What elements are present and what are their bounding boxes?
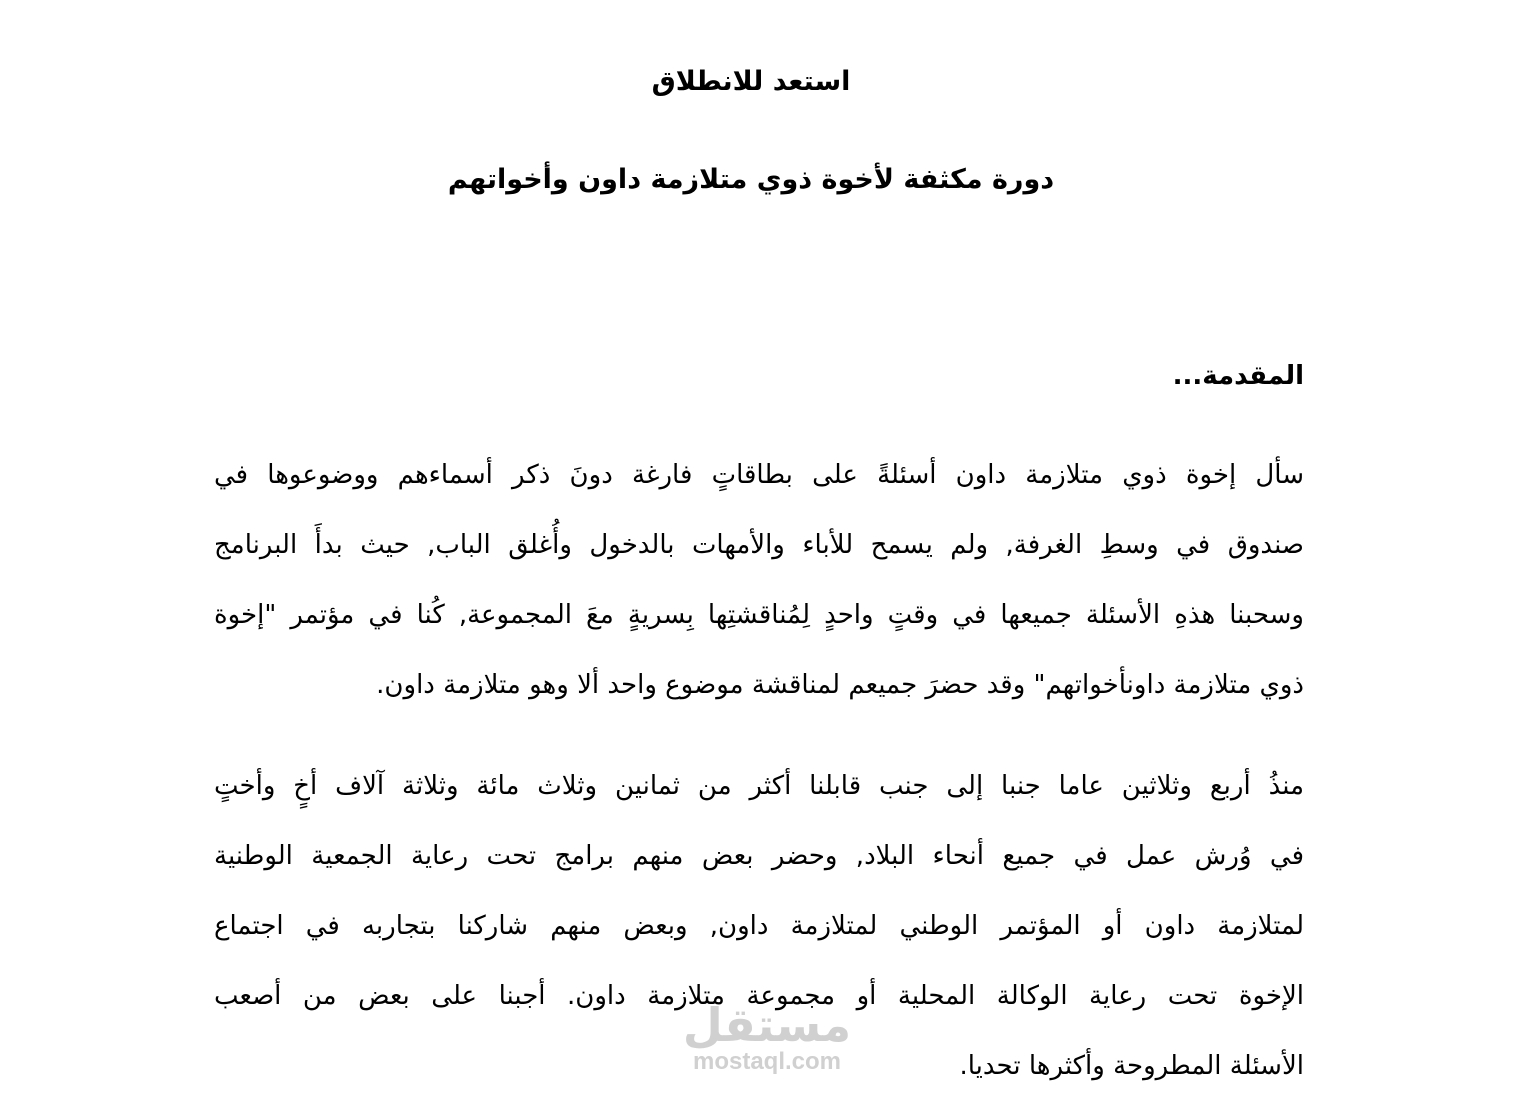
paragraph-line: لمتلازمة داون أو المؤتمر الوطني لمتلازمة داون, وبعض منهم شاركنا بتجاربه في اجتماع xyxy=(214,911,1304,941)
paragraph-line: صندوق في وسطِ الغرفة, ولم يسمح للأباء والأمهات بالدخول وأُغلق الباب, حيث بدأَ البرنامج xyxy=(214,530,1304,560)
paragraph-line: في وُرش عمل في جميع أنحاء البلاد, وحضر بعض منهم برامج تحت رعاية الجمعية الوطنية xyxy=(214,841,1304,871)
paragraph-line: ذوي متلازمة داونأخواتهم" وقد حضرَ جميعم لمناقشة موضوع واحد ألا وهو متلازمة داون. xyxy=(376,670,1304,700)
document-title: استعد للانطلاق xyxy=(651,66,851,97)
document-subtitle: دورة مكثفة لأخوة ذوي متلازمة داون وأخواتهم xyxy=(447,164,1055,195)
watermark-arabic: مستقل xyxy=(682,998,852,1052)
paragraph-2 xyxy=(214,766,1304,1116)
section-heading-introduction: المقدمة... xyxy=(1172,361,1304,391)
paragraph-1 xyxy=(214,455,1304,735)
paragraph-line: الأسئلة المطروحة وأكثرها تحديا. xyxy=(959,1051,1304,1081)
paragraph-line: منذُ أربع وثلاثين عاما جنبا إلى جنب قابلنا أكثر من ثمانين وثلاث مائة وثلاثة آلاف أخٍ وأختٍ xyxy=(214,771,1304,801)
paragraph-line: الإخوة تحت رعاية الوكالة المحلية أو مجموعة متلازمة داون. أجبنا على بعض من أصعب xyxy=(214,981,1304,1011)
paragraph-line: وسحبنا هذهِ الأسئلة جميعها في وقتٍ واحدٍ لِمُناقشتِها بِسريةٍ معَ المجموعة, كُنا في مؤتمر "إخوة xyxy=(214,600,1304,630)
paragraph-line: سأل إخوة ذوي متلازمة داون أسئلةً على بطاقاتٍ فارغة دونَ ذكر أسماءهم ووضوعوها في xyxy=(214,460,1304,490)
watermark-latin: mostaql.com xyxy=(692,1048,842,1075)
